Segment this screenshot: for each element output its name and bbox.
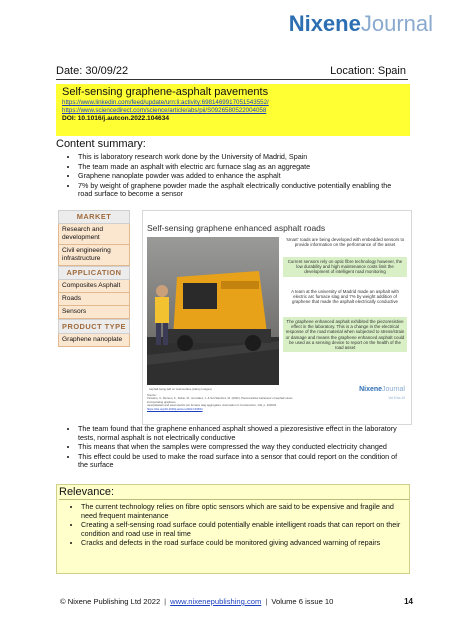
infographic-text-box: A team at the university of Madrid made an asphalt with electric arc furnace slag and 7% by weight addition of graphene that made the asphalt electrically conductive [283, 287, 407, 307]
summary-bullet: • This is laboratory research work done by the University of Madrid, Spain [78, 153, 406, 162]
infographic-text-box: 'smart' roads are being developed with embedded sensors to provide information on the performance of the asset [283, 235, 407, 249]
relevance-box [56, 484, 410, 574]
relevance-list [69, 503, 403, 549]
linkedin-source-link[interactable]: https://www.linkedin.com/feed/update/urn:li:activity:6981469917051543552/ [62, 99, 269, 106]
market-tag: Research and development [58, 224, 130, 245]
findings-list [66, 425, 406, 471]
findings-bullet: • The team found that the graphene enhanced asphalt showed a piezoresistive effect in the laboratory tests, normal asphalt is not electrically conductive [78, 425, 406, 442]
summary-bullet: • The team made an asphalt with electric arc furnace slag as an aggregate [78, 163, 406, 172]
footer-separator: | [265, 597, 268, 606]
footer-website-link[interactable]: www.nixenepublishing.com [170, 597, 262, 606]
brand-name-light: Journal [360, 11, 433, 36]
summary-list [66, 153, 406, 200]
infographic-text-box: Current sensors rely on optic fibre technology however, the low durability and high maintenance costs limit the development of intelligent road monitoring [283, 257, 407, 277]
photo-caption: Asphalt being laid on road surface (Alamy Images) [149, 387, 212, 391]
headline-box [56, 84, 410, 136]
page-number: 14 [404, 597, 413, 606]
infographic [142, 210, 412, 425]
journal-logo [289, 12, 433, 36]
relevance-bullet: • Creating a self-sensing road surface could potentially enable intelligent roads that can report on their condition and road use in real time [81, 521, 403, 538]
application-heading: APPLICATION [58, 266, 130, 280]
infographic-logo [359, 386, 405, 394]
source-line: Vizcaino, V., Moreno, F., Rubio, M., Gonzalez, J. & Sol-Sánchez, M. (2022). Piezoresistive behaviour of asphalt mixes incorporating graphene [147, 396, 293, 404]
findings-bullet: • This means that when the samples were compressed the way they conducted electricity changed [78, 443, 406, 452]
relevance-heading: Relevance: [59, 485, 409, 500]
category-tags [58, 210, 130, 347]
relevance-bullet: • Cracks and defects in the road surface could be monitored giving advanced warning of repairs [81, 539, 403, 548]
market-heading: MARKET [58, 210, 130, 224]
source-doi-link[interactable]: https://doi.org/10.1016/j.autcon.2022.104634 [147, 406, 203, 411]
market-tag: Civil engineering infrastructure [58, 245, 130, 266]
road-paving-photo [147, 237, 279, 385]
source-line: nanoplatelets and steel electric arc furnace slag aggregates. Automation in Construction, 142, p. 104634. [147, 403, 277, 408]
application-tag: Roads [58, 293, 130, 306]
logo-bold: Nixene [359, 386, 383, 393]
relevance-bullet: • The current technology relies on fibre optic sensors which are said to be expensive and fragile and need frequent maintenance [81, 503, 403, 520]
summary-heading: Content summary: [56, 138, 146, 150]
findings-bullet: • This effect could be used to make the road surface into a sensor that could report on the condition of the surface [78, 453, 406, 470]
application-tag: Sensors [58, 306, 130, 319]
summary-bullet: • 7% by weight of graphene powder made the asphalt electrically conductive potentially enabling the road surface to become a sensor [78, 182, 406, 199]
footer-separator: | [164, 597, 167, 606]
summary-bullet: • Graphene nanoplate powder was added to enhance the asphalt [78, 172, 406, 181]
infographic-title: Self-sensing graphene enhanced asphalt roads [147, 223, 326, 233]
sciencedirect-source-link[interactable]: https://www.sciencedirect.com/science/article/abs/pii/S0926580522004058 [62, 107, 267, 114]
date-location-bar [56, 64, 408, 80]
article-title: Self-sensing graphene-asphalt pavements [62, 86, 269, 98]
road-paving-illustration [147, 237, 279, 385]
article-date: Date: 30/09/22 [56, 65, 129, 77]
page-footer [60, 597, 400, 607]
product-type-heading: PRODUCT TYPE [58, 319, 130, 334]
brand-name-bold: Nixene [288, 11, 361, 36]
product-type-tag: Graphene nanoplate [58, 334, 130, 347]
logo-light: Journal [382, 386, 405, 393]
source-line: Source: [147, 393, 157, 397]
footer-issue: Volume 6 issue 10 [271, 597, 334, 606]
application-tag: Composites Asphalt [58, 280, 130, 293]
article-location: Location: Spain [330, 65, 406, 77]
article-doi: DOI: 10.1016/j.autcon.2022.104634 [62, 115, 170, 122]
infographic-text-box: The graphene enhanced asphalt exhibited the piezoresistive effect in the laboratory. This is a change in the electrical response of the road material when subjected to stress/strain or damage and means the graphene enhanced asphalt could be used as a sensing device to report on the health of the road asset [283, 317, 407, 352]
infographic-source [147, 394, 307, 411]
infographic-issue: Vol 6 Iss 10 [388, 396, 405, 400]
footer-copyright: © Nixene Publishing Ltd 2022 [60, 597, 161, 606]
